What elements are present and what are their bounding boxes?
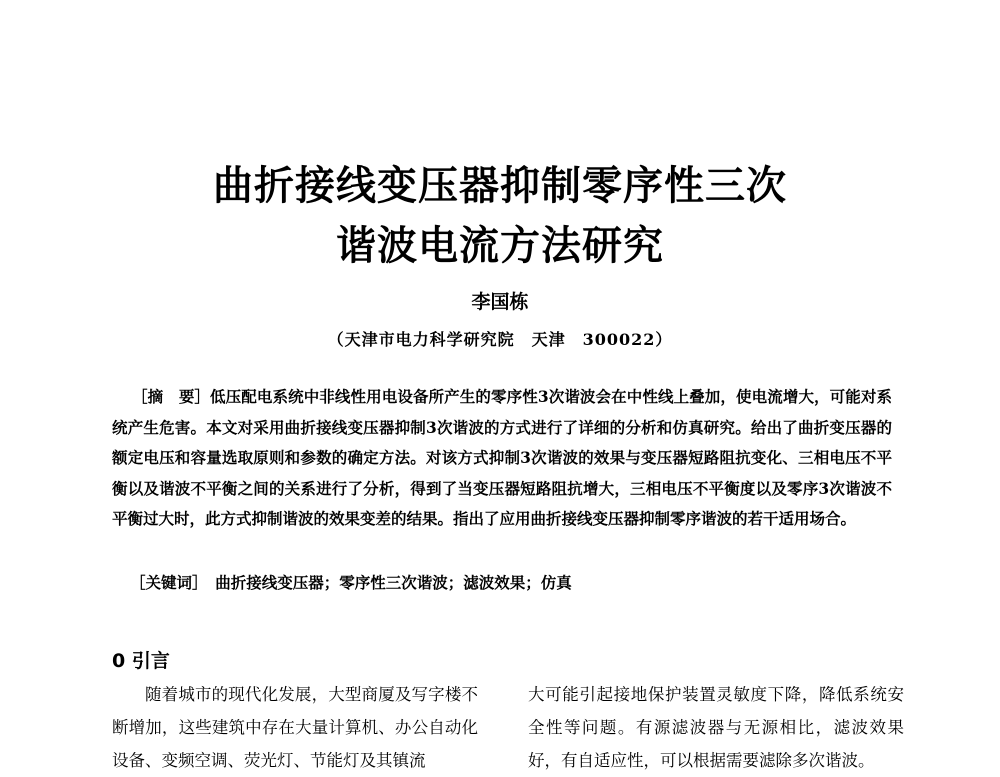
- author-affiliation: （天津市电力科学研究院 天津 300022）: [327, 330, 673, 349]
- paper-title-line-2: 谐波电流方法研究: [336, 222, 664, 269]
- body-left-column: 随着城市的现代化发展，大型商厦及写字楼不断增加，这些建筑中存在大量计算机、办公自动化设备、变频空调、荧光灯、节能灯及其镇流: [112, 685, 478, 770]
- keywords-text: 曲折接线变压器；零序性三次谐波；滤波效果；仿真: [215, 573, 572, 592]
- abstract-text: 低压配电系统中非线性用电设备所产生的零序性3次谐波会在中性线上叠加，使电流增大，可能对系统产生危害。本文对采用曲折接线变压器抑制3次谐波的方式进行了详细的分析和仿真研究。给出了曲折变压器的额定电压和容量选取原则和参数的确定方法。对该方式抑制3次谐波的效果与变压器短路阻抗变化、三相电压不平衡以及谐波不平衡之间的关系进行了分析，得到了当变压器短路阻抗增大，三相电压不平衡度以及零序3次谐波不平衡过大时，此方式抑制谐波的效果变差的结果。指出了应用曲折接线变压器抑制零序谐波的若干适用场合。: [112, 387, 892, 528]
- abstract-label: ［摘 要］: [132, 387, 211, 406]
- keywords: [130, 571, 890, 593]
- body-right-column: 大可能引起接地保护装置灵敏度下降，降低系统安全性等问题。有源滤波器与无源相比，滤波效果好，有自适应性，可以根据需要滤除多次谐波。: [528, 685, 904, 770]
- section-heading-introduction: 0 引言: [112, 650, 170, 672]
- abstract: [112, 382, 892, 535]
- keywords-label: ［关键词］: [130, 573, 200, 592]
- author-name: 李国栋: [471, 291, 529, 313]
- paper-title-line-1: 曲折接线变压器抑制零序性三次: [213, 162, 787, 209]
